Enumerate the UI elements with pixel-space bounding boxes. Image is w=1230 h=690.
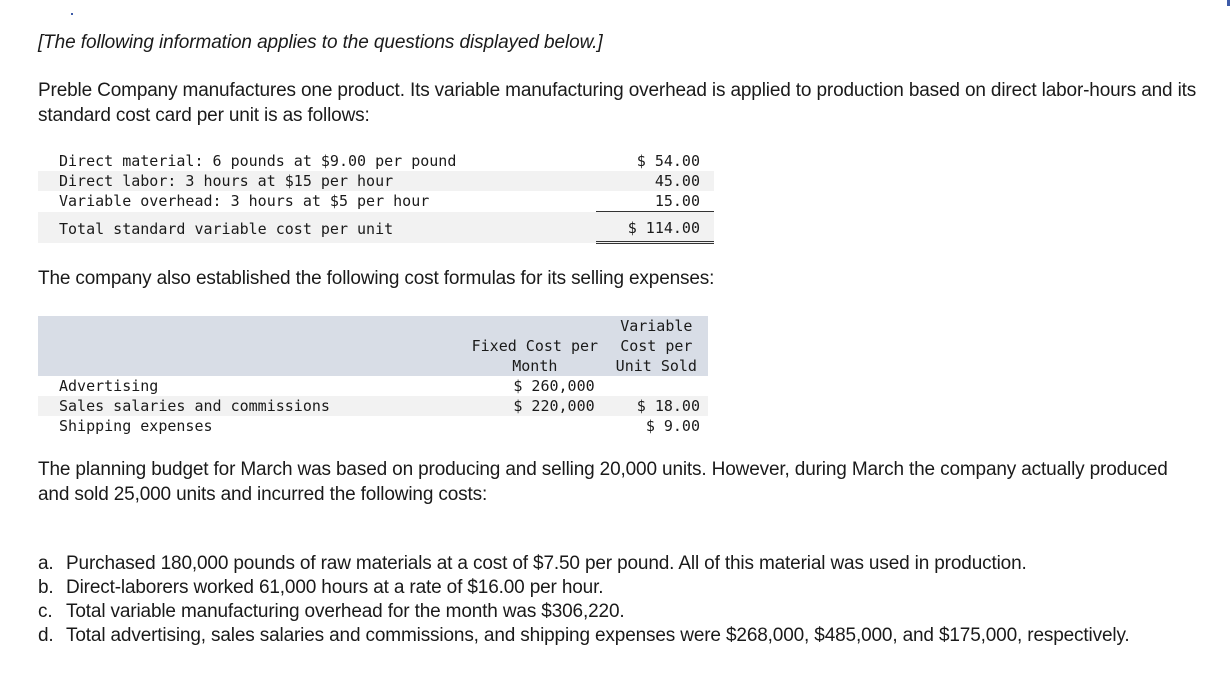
table-header-row [38, 316, 708, 376]
fixed-header-line: Month [512, 357, 558, 375]
total-label: Total standard variable cost per unit [38, 212, 596, 243]
item-marker: c. [38, 601, 53, 622]
fixed-cost-value: $ 220,000 [465, 396, 605, 416]
list-item [38, 576, 1208, 600]
cost-label: Direct labor: 3 hours at $15 per hour [38, 171, 596, 191]
variable-cost-value: $ 9.00 [645, 417, 700, 435]
table-row [38, 191, 714, 212]
expense-label: Advertising [59, 377, 159, 395]
variable-header-line: Cost per [620, 337, 693, 355]
company-description: Preble Company manufactures one product. Its variable manufacturing overhead is applied to production based on direct labor-hours and its standard cost card per unit is as follows: [38, 80, 1197, 126]
item-marker: b. [38, 577, 54, 598]
variable-cost-header [605, 316, 708, 376]
variable-header-line: Unit Sold [615, 357, 697, 375]
item-marker: a. [38, 553, 54, 574]
actual-costs-list [38, 552, 1208, 648]
item-text: Total advertising, sales salaries and commissions, and shipping expenses were $268,000, $485,000, and $175,000, respectively. [66, 625, 1130, 646]
header-blank [38, 316, 465, 376]
top-marker [71, 13, 73, 15]
total-row [38, 212, 714, 243]
table-row [38, 376, 708, 396]
item-marker: d. [38, 625, 54, 646]
expense-label: Shipping expenses [59, 417, 213, 435]
cost-amount: $ 54.00 [636, 152, 700, 170]
fixed-header-line: Fixed Cost per [471, 337, 599, 355]
variable-cost-value [605, 376, 708, 396]
intro-note: [The following information applies to the questions displayed below.] [38, 32, 603, 53]
item-text: Total variable manufacturing overhead for the month was $306,220. [66, 601, 625, 622]
variable-header-line: Variable [620, 317, 693, 335]
table-row [38, 151, 714, 171]
fixed-cost-value [465, 416, 605, 436]
cost-label: Variable overhead: 3 hours at $5 per hour [59, 192, 430, 211]
fixed-cost-value: $ 260,000 [513, 377, 595, 395]
cost-amount: 15.00 [596, 191, 714, 212]
item-text: Purchased 180,000 pounds of raw materials at a cost of $7.50 per pound. All of this material was used in production. [66, 553, 1027, 574]
table-row [38, 171, 714, 191]
fixed-cost-header [465, 316, 605, 376]
list-item [38, 600, 1208, 624]
item-text: Direct-laborers worked 61,000 hours at a rate of $16.00 per hour. [66, 577, 604, 598]
expense-label: Sales salaries and commissions [38, 396, 465, 416]
list-item [38, 552, 1208, 576]
total-amount: $ 114.00 [596, 212, 714, 243]
list-item [38, 624, 1208, 648]
planning-budget-paragraph: The planning budget for March was based on producing and selling 20,000 units. However, during March the company actually produced and sold 25,000 units and incurred the following costs: [38, 459, 1168, 505]
table-row [38, 416, 708, 436]
table-row [38, 396, 708, 416]
cost-label: Direct material: 6 pounds at $9.00 per pound [59, 152, 457, 170]
selling-expenses-intro: The company also established the following cost formulas for its selling expenses: [38, 268, 715, 289]
cost-amount: 45.00 [596, 171, 714, 191]
selling-expenses-table [38, 316, 708, 436]
standard-cost-card-table [38, 151, 714, 244]
variable-cost-value: $ 18.00 [605, 396, 708, 416]
